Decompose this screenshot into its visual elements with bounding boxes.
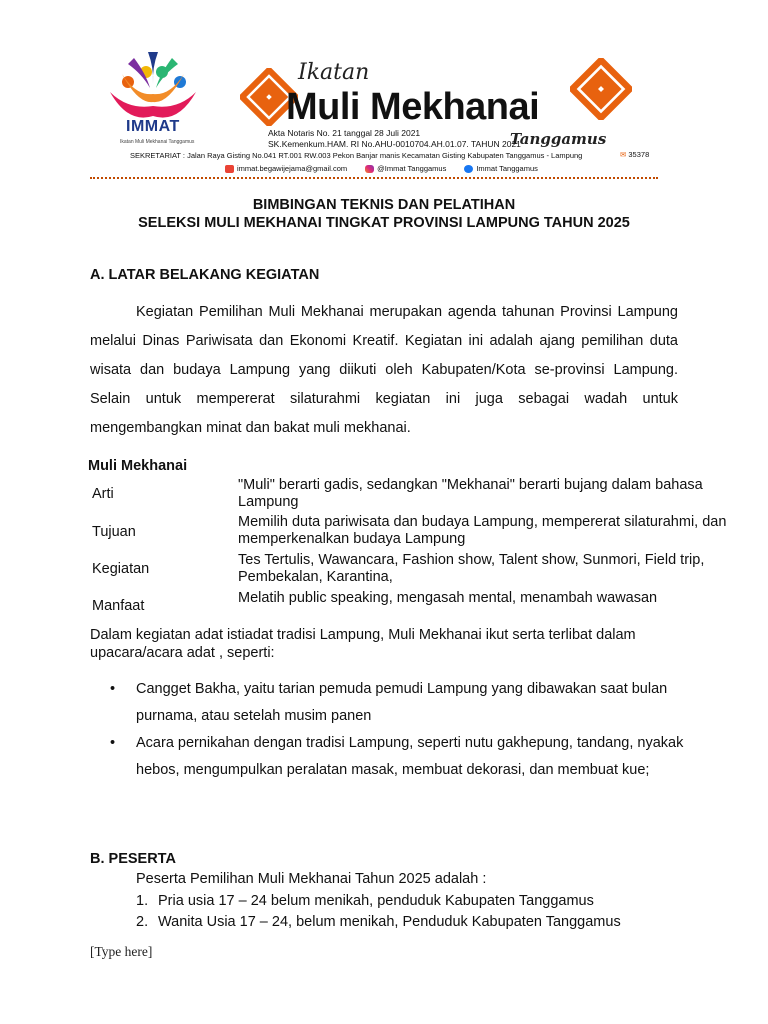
info-row-value: Tes Tertulis, Wawancara, Fashion show, Talent show, Sunmori, Field trip, Pembekalan, Karantina,	[238, 552, 705, 585]
list-text: Pria usia 17 – 24 belum menikah, penduduk Kabupaten Tanggamus	[158, 893, 594, 909]
contact-email	[225, 164, 347, 173]
brand-name: Muli Mekhanai	[286, 86, 540, 128]
info-row-label: Arti	[92, 486, 114, 502]
footer-placeholder: [Type here]	[90, 944, 153, 959]
list-number: 2.	[136, 914, 149, 930]
info-row-label: Tujuan	[92, 524, 136, 540]
participant-list	[136, 891, 621, 933]
info-row-value: Melatih public speaking, mengasah mental, menambah wawasan	[238, 590, 658, 606]
letterhead	[90, 40, 660, 182]
info-row-label: Manfaat	[92, 598, 145, 614]
document-title-line-1: BIMBINGAN TEKNIS DAN PELATIHAN	[252, 197, 516, 213]
list-number: 1.	[136, 893, 149, 909]
adat-bullet-list	[110, 676, 690, 784]
section-b-intro: Peserta Pemilihan Muli Mekhanai Tahun 2025 adalah :	[136, 871, 487, 887]
legal-line-1: Akta Notaris No. 21 tanggal 28 Juli 2021	[268, 128, 421, 138]
ornament-right-icon	[570, 58, 632, 120]
list-item: • Cangget Bakha, yaitu tarian pemuda pemudi Lampung yang dibawakan saat bulan purnama, atau setelah musim panen	[110, 676, 690, 730]
list-item: • Acara pernikahan dengan tradisi Lampung, seperti nutu gakhepung, tandang, nyakak hebos, mengumpulkan peralatan masak, membuat dekorasi, dan membuat kue;	[110, 730, 690, 784]
instagram-icon	[365, 165, 374, 173]
list-item	[136, 891, 621, 912]
facebook-icon	[464, 165, 473, 173]
logo-subtitle: Ikatan Muli Mekhanai Tanggamus	[120, 139, 195, 145]
info-row-value: "Muli" berarti gadis, sedangkan "Mekhanai" berarti bujang dalam bahasa Lampung	[238, 477, 703, 510]
envelope-icon: ✉	[620, 150, 627, 159]
postal-code	[620, 150, 649, 159]
letterhead-divider	[90, 177, 658, 179]
list-text: Wanita Usia 17 – 24, belum menikah, Penduduk Kabupaten Tanggamus	[158, 914, 621, 930]
brand-prefix: Ikatan	[298, 60, 370, 85]
contact-instagram	[365, 164, 446, 173]
brand-region: Tanggamus	[510, 130, 607, 148]
instagram-text: @Immat Tanggamus	[377, 164, 447, 173]
secretariat-address: SEKRETARIAT : Jalan Raya Gisting No.041 RT.001 RW.003 Pekon Banjar manis Kecamatan Gisting Kabupaten Tanggamus - Lampung	[130, 151, 583, 160]
list-item	[136, 912, 621, 933]
gmail-icon	[225, 165, 234, 173]
info-table-title: Muli Mekhanai	[88, 458, 188, 474]
section-b-heading: B. PESERTA	[90, 851, 176, 867]
section-a-heading: A. LATAR BELAKANG KEGIATAN	[90, 267, 320, 283]
email-text: immat.begawijejama@gmail.com	[237, 164, 348, 173]
immat-logo-icon	[98, 44, 208, 154]
legal-line-2: SK.Kemenkum.HAM. RI No.AHU-0010704.AH.01.07. TAHUN 2021	[268, 139, 521, 149]
contact-facebook	[464, 164, 538, 173]
postal-code-text: 35378	[628, 150, 650, 159]
contacts	[225, 164, 538, 173]
facebook-text: Immat Tanggamus	[476, 164, 538, 173]
section-a-paragraph: Kegiatan Pemilihan Muli Mekhanai merupakan agenda tahunan Provinsi Lampung melalui Dinas Pariwisata dan Ekonomi Kreatif. Kegiatan ini adalah ajang pemilihan duta wisata dan budaya Lampung yang diikuti oleh Kabupaten/Kota se-provinsi Lampung. Selain untuk mempererat silaturahmi kegiatan ini juga sebagai wadah untuk mengembangkan minat dan bakat muli mekhanai.	[90, 304, 678, 436]
adat-intro: Dalam kegiatan adat istiadat tradisi Lampung, Muli Mekhanai ikut serta terlibat dalam upacara/acara adat , seperti:	[90, 627, 636, 661]
info-row-label: Kegiatan	[92, 561, 150, 577]
info-row-value: Memilih duta pariwisata dan budaya Lampung, mempererat silaturahmi, dan memperkenalkan budaya Lampung	[238, 514, 727, 547]
logo-text: IMMAT	[126, 118, 180, 135]
document-title-line-2: SELEKSI MULI MEKHANAI TINGKAT PROVINSI LAMPUNG TAHUN 2025	[138, 215, 630, 231]
